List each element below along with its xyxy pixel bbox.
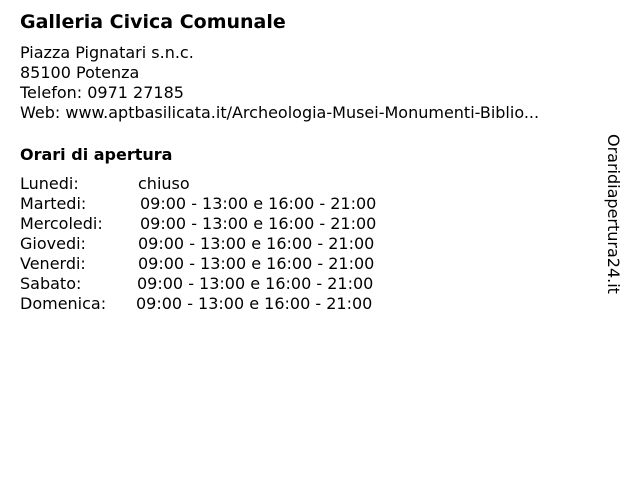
address-block bbox=[20, 43, 539, 123]
time-value: chiuso bbox=[138, 174, 190, 193]
address-city: 85100 Potenza bbox=[20, 63, 140, 82]
page-title: Galleria Civica Comunale bbox=[20, 11, 286, 33]
day-label: Venerdi: bbox=[20, 254, 86, 273]
time-value: 09:00 - 13:00 e 16:00 - 21:00 bbox=[137, 274, 374, 293]
day-label: Lunedi: bbox=[20, 174, 79, 193]
address-street: Piazza Pignatari s.n.c. bbox=[20, 43, 194, 62]
day-label: Mercoledi: bbox=[20, 214, 103, 233]
day-label: Domenica: bbox=[20, 294, 107, 313]
opening-hours-heading: Orari di apertura bbox=[20, 145, 173, 164]
time-value: 09:00 - 13:00 e 16:00 - 21:00 bbox=[138, 254, 375, 273]
time-value: 09:00 - 13:00 e 16:00 - 21:00 bbox=[140, 214, 377, 233]
phone-number: Telefon: 0971 27185 bbox=[20, 83, 184, 102]
website-link[interactable]: Web: www.aptbasilicata.it/Archeologia-Musei-Monumenti-Biblio... bbox=[20, 103, 540, 122]
time-value: 09:00 - 13:00 e 16:00 - 21:00 bbox=[138, 234, 375, 253]
day-label: Giovedi: bbox=[20, 234, 86, 253]
day-label: Sabato: bbox=[20, 274, 82, 293]
day-label: Martedi: bbox=[20, 194, 87, 213]
time-value: 09:00 - 13:00 e 16:00 - 21:00 bbox=[136, 294, 373, 313]
site-brand-vertical: Oraridiapertura24.it bbox=[604, 134, 623, 294]
time-value: 09:00 - 13:00 e 16:00 - 21:00 bbox=[140, 194, 377, 213]
